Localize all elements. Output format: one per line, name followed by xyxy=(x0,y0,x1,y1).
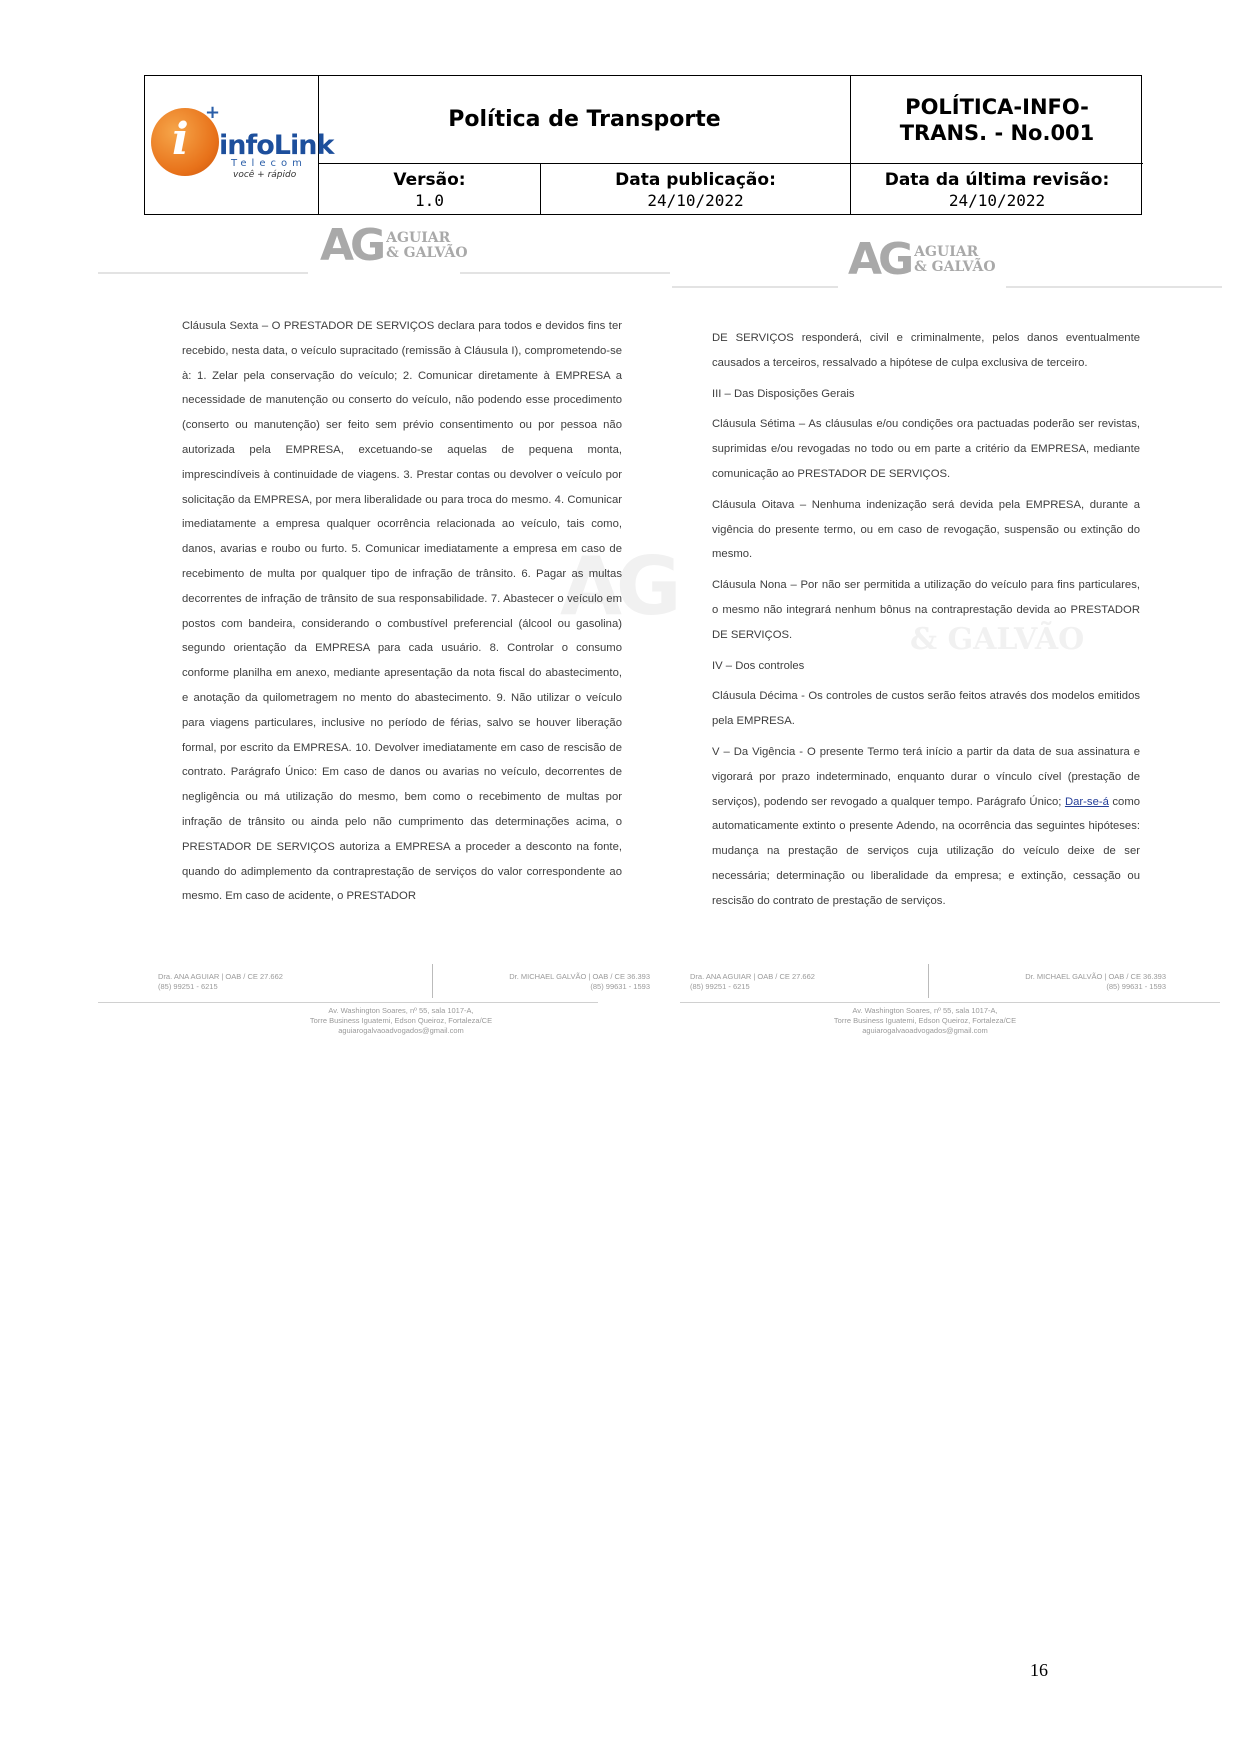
footer-address-right: Av. Washington Soares, nº 55, sala 1017-A, Torre Business Iguatemi, Edson Queiroz, Fortaleza/CE aguiarogalvaoadvogados@gmail.com xyxy=(833,1006,1017,1035)
revision-label: Data da última revisão: xyxy=(884,170,1110,190)
revision-value: 24/10/2022 xyxy=(948,191,1046,210)
footer-address-left: Av. Washington Soares, nº 55, sala 1017-A, Torre Business Iguatemi, Edson Queiroz, Fortaleza/CE aguiarogalvaoadvogados@gmail.com xyxy=(309,1006,493,1035)
version-value: 1.0 xyxy=(415,191,444,210)
footer-left-lawyer: Dra. ANA AGUIAR | OAB / CE 27.662 (85) 99251 - 6215 xyxy=(690,972,815,991)
left-text-column xyxy=(182,314,622,909)
footer-left-lawyer: Dra. ANA AGUIAR | OAB / CE 27.662 (85) 99251 - 6215 xyxy=(158,972,283,991)
footer-divider xyxy=(928,964,929,998)
version-label: Versão: xyxy=(393,170,466,190)
clause-ninth: Cláusula Nona – Por não ser permitida a utilização do veículo para fins particulares, o mesmo não integrará nenhum bônus na contraprestação devida ao PRESTADOR DE SERVIÇOS. xyxy=(712,579,1140,641)
plus-icon: + xyxy=(205,102,221,123)
letterhead-rule xyxy=(98,272,308,274)
logo-sub: Telecom xyxy=(231,158,307,169)
letterhead-logo-right: AG AGUIAR & GALVÃO xyxy=(848,234,996,285)
section-heading-controls: IV – Dos controles xyxy=(712,659,805,672)
letterhead-rule xyxy=(672,286,838,288)
footer-rule xyxy=(98,1002,598,1003)
document-header-table xyxy=(144,75,1142,215)
document-title: Política de Transporte xyxy=(319,76,851,164)
footer-right-lawyer: Dr. MICHAEL GALVÃO | OAB / CE 36.393 (85) 99631 - 1593 xyxy=(1025,972,1166,991)
logo-tagline: você + rápido xyxy=(233,170,297,180)
footer-divider xyxy=(432,964,433,998)
page-number: 16 xyxy=(1030,1660,1048,1680)
logo-i-glyph: i xyxy=(172,114,189,165)
letterhead-logo-left: AG AGUIAR & GALVÃO xyxy=(320,220,468,271)
right-text-column xyxy=(712,326,1140,914)
publication-value: 24/10/2022 xyxy=(647,191,744,210)
underlined-term: Dar-se-á xyxy=(1064,795,1109,808)
document-code: POLÍTICA-INFO-TRANS. - No.001 xyxy=(851,76,1143,164)
clause-seventh: Cláusula Sétima – As cláusulas e/ou condições ora pactuadas poderão ser revistas, suprimidas e/ou revogadas no todo ou em parte a critério da EMPRESA, mediante comunicação ao PRESTADOR DE SERVIÇOS. xyxy=(712,418,1140,480)
clause-eighth: Cláusula Oitava – Nenhuma indenização será devida pela EMPRESA, durante a vigência do presente termo, ou em caso de revogação, suspensão ou extinção do mesmo. xyxy=(712,498,1140,561)
logo-cell xyxy=(145,76,334,215)
clause-sixth-continued: DE SERVIÇOS responderá, civil e criminalmente, pelos danos eventualmente causados a terceiros, ressalvado a hipótese de culpa exclusiva de terceiro. xyxy=(712,332,1140,369)
footer-right-lawyer: Dr. MICHAEL GALVÃO | OAB / CE 36.393 (85) 99631 - 1593 xyxy=(509,972,650,991)
section-validity: V – Da Vigência - O presente Termo terá início a partir da data de sua assinatura e vigorará por prazo indeterminado, enquanto durar o vínculo cível (prestação de serviços), podendo ser revogado a qualquer tempo. Parágrafo Único; Dar-se-á como automaticamente extinto o presente Adendo, na ocorrência das seguintes hipóteses: mudança na prestação de serviços cuja utilização do veículo deixe de ser necessária; determinação ou liberalidade da empresa; e extinção, cessação ou rescisão do contrato de prestação de serviços. xyxy=(712,745,1141,907)
logo-brand: infoLink xyxy=(219,130,334,161)
letterhead-rule xyxy=(460,272,670,274)
section-heading-general: III – Das Disposições Gerais xyxy=(712,387,855,400)
publication-cell xyxy=(541,164,851,215)
footer-rule xyxy=(680,1002,1220,1003)
letterhead-rule xyxy=(1006,286,1222,288)
watermark-text: & GALVÃO xyxy=(910,622,1085,657)
publication-label: Data publicação: xyxy=(615,170,776,190)
version-cell xyxy=(319,164,541,215)
watermark-ag: AG xyxy=(560,540,676,633)
revision-cell xyxy=(851,164,1143,215)
clause-sixth: Cláusula Sexta – O PRESTADOR DE SERVIÇOS declara para todos e devidos fins ter recebido, nesta data, o veículo supracitado (remissão à Cláusula I), comprometendo-se à: 1. Zelar pela conservação do veículo; 2. Comunicar diretamente à EMPRESA a necessidade de manutenção ou conserto do veículo, não podendo esse procedimento (conserto ou manutenção) ser feito sem prévio consentimento ou por pessoa não autorizada pela EMPRESA, excetuando-se aquelas de pequena monta, imprescindíveis à continuidade de viagens. 3. Prestar contas ou devolver o veículo por solicitação da EMPRESA, por mera liberalidade ou para troca do mesmo. 4. Comunicar imediatamente a empresa qualquer ocorrência relacionada ao veículo, tais como, danos, avarias e roubo ou furto. 5. Comunicar imediatamente a empresa em caso de recebimento de multa por qualquer tipo de infração de trânsito. 6. Pagar as multas decorrentes de infração de trânsito de sua responsabilidade. 7. Abastecer o veículo em postos com bandeira, considerando o combustível preferencial (álcool ou gasolina) segundo orientação da EMPRESA para cada usuário. 8. Controlar o consumo conforme planilha em anexo, mediante apresentação da nota fiscal do abastecimento, e anotação da quilometragem no mento do abastecimento. 9. Não utilizar o veículo para viagens particulares, inclusive no período de férias, salvo se houver liberação formal, por escrito da EMPRESA. 10. Devolver imediatamente em caso de rescisão de contrato. Parágrafo Único: Em caso de danos ou avarias no veículo, decorrentes de negligência ou má utilização do mesmo, bem como o recebimento de multas por infração de trânsito ou ainda pelo não cumprimento das determinações acima, o PRESTADOR DE SERVIÇOS autoriza a EMPRESA a proceder a desconto na fonte, quando do adimplemento da contraprestação de serviços do valor correspondente ao mesmo. Em caso de acidente, o PRESTADOR xyxy=(182,320,622,903)
clause-tenth: Cláusula Décima - Os controles de custos serão feitos através dos modelos emitidos pela EMPRESA. xyxy=(712,690,1140,728)
